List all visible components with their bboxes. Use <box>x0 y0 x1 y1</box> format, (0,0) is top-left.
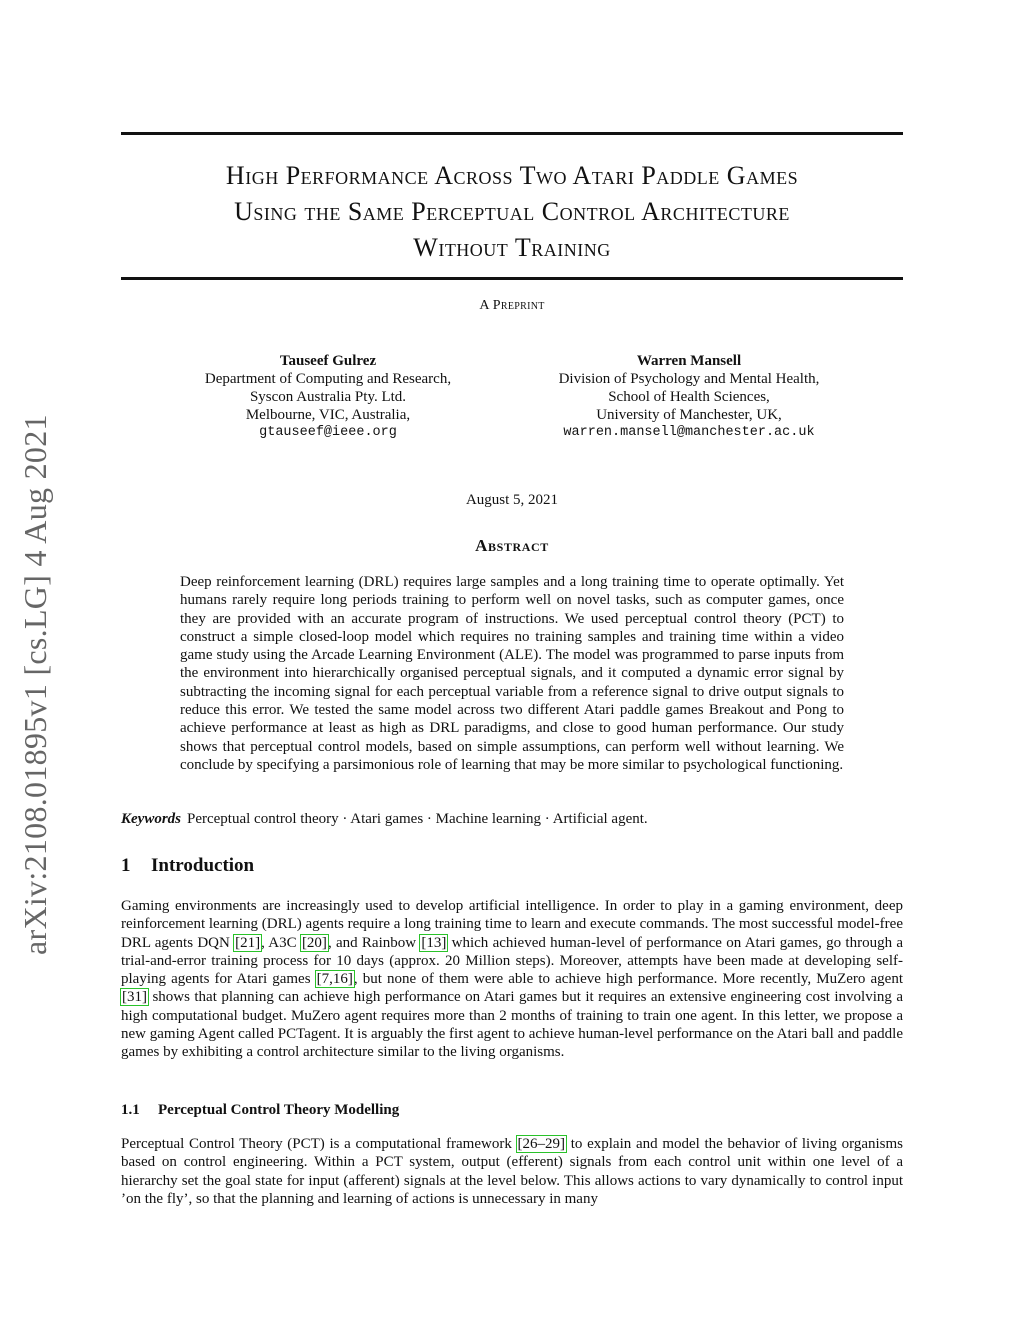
text-run: which achieved human-level of performance on Atari games, go through a trial-and-error training process for 10 days (approx. 20 Million steps). Moreover, attempts have been made at developing self-playing agents for Atari games <box>121 934 904 988</box>
title-line-3: Without Training <box>413 233 611 262</box>
keywords-label: Keywords <box>121 811 181 827</box>
author-affiliation: Division of Psychology and Mental Health, <box>558 371 820 387</box>
paper-title <box>121 158 903 266</box>
author-affiliation: Department of Computing and Research, <box>204 371 452 387</box>
section-title: Introduction <box>151 855 255 876</box>
citation-link[interactable]: [21] <box>235 934 261 951</box>
preprint-label: A Preprint <box>479 298 545 313</box>
title-line-2: Using the Same Perceptual Control Architecture <box>234 197 790 226</box>
citation-link[interactable]: [20] <box>301 934 327 951</box>
keywords-text: Perceptual control theory · Atari games · Machine learning · Artificial agent. <box>187 811 648 827</box>
citation-link[interactable]: [7,16] <box>316 971 353 988</box>
author-email[interactable]: warren.mansell@manchester.ac.uk <box>563 425 815 440</box>
title-bottom-rule <box>121 277 903 280</box>
author-affiliation: School of Health Sciences, <box>608 389 770 405</box>
title-top-rule <box>121 132 903 135</box>
author-name: Tauseef Gulrez <box>279 353 377 369</box>
text-run: Perceptual Control Theory (PCT) is a computational framework <box>121 1136 517 1152</box>
text-run: , but none of them were able to achieve high performance. More recently, MuZero agent <box>353 971 904 988</box>
keywords-line <box>121 811 903 828</box>
author-affiliation: University of Manchester, UK, <box>596 407 782 423</box>
citation-link[interactable]: [13] <box>421 934 447 951</box>
publication-date: August 5, 2021 <box>465 492 559 508</box>
text-run: , A3C <box>261 934 301 951</box>
citation-link[interactable]: [26–29] <box>517 1136 566 1152</box>
citation-link[interactable]: [31] <box>122 989 147 1006</box>
subsection-number: 1.1 <box>121 1102 140 1118</box>
author-affiliation: Melbourne, VIC, Australia, <box>245 407 411 423</box>
author-affiliation: Syscon Australia Pty. Ltd. <box>249 389 407 405</box>
author-block-2 <box>519 352 859 442</box>
text-run: to explain and model the behavior of living organisms based on control engineering. Within a PCT system, output (efferent) signals from each control unit within one level of a hierarchy set the goal state for input (afferent) signals at the level below. This allows actions to vary dynamically to control input ’on the fly’, so that the planning and learning of actions is unnecessary in many <box>121 1136 903 1207</box>
pct-paragraph <box>121 1135 903 1208</box>
subsection-heading-pct-modelling <box>121 1102 399 1119</box>
abstract-heading: Abstract <box>475 536 549 555</box>
section-number: 1 <box>121 855 131 876</box>
text-run: Gaming environments are increasingly used to develop artificial intelligence. In order to play in a gaming environment, deep reinforcement learning (DRL) agents require a long training time to learn and execute commands. The most successful model-free DRL agents DQN <box>121 898 903 951</box>
text-run: , and Rainbow <box>327 934 421 951</box>
author-name: Warren Mansell <box>636 353 742 369</box>
author-block-1 <box>158 352 498 442</box>
introduction-paragraph <box>121 897 903 1062</box>
text-run: shows that planning can achieve high performance on Atari games but it requires an extensive engineering cost involving a high computational budget. MuZero agent requires more than 2 months of training to train one agent. In this letter, we propose a new gaming Agent called PCTagent. It is arguably the first agent to achieve human-level performance on the Atari ball and paddle games by exhibiting a control architecture similar to the living organisms. <box>121 989 903 1061</box>
section-heading-introduction <box>121 855 254 877</box>
subsection-title: Perceptual Control Theory Modelling <box>158 1102 400 1118</box>
abstract-text: Deep reinforcement learning (DRL) requires large samples and a long training time to operate optimally. Yet humans rarely require long periods training to perform well on novel tasks, such as computer games, once they are provided with an accurate program of instructions. We used perceptual control theory (PCT) to construct a simple closed-loop model which requires no training samples and training time within a video game study using the Arcade Learning Environment (ALE). The model was programmed to parse inputs from the environment into hierarchically organised perceptual signals, and it computed a dynamic error signal by subtracting the incoming signal for each perceptual variable from a reference signal to drive output signals to reduce this error. We tested the same model across two different Atari paddle games Breakout and Pong to achieve performance at least as high as DRL paradigms, and close to good human performance. Our study shows that perceptual control models, based on simple assumptions, can perform well without learning. We conclude by specifying a parsimonious role of learning that may be more similar to psychological functioning. <box>180 574 844 773</box>
author-email[interactable]: gtauseef@ieee.org <box>259 425 397 440</box>
arxiv-stamp: arXiv:2108.01895v1 [cs.LG] 4 Aug 2021 <box>17 414 53 955</box>
title-line-1: High Performance Across Two Atari Paddle Games <box>225 161 799 190</box>
